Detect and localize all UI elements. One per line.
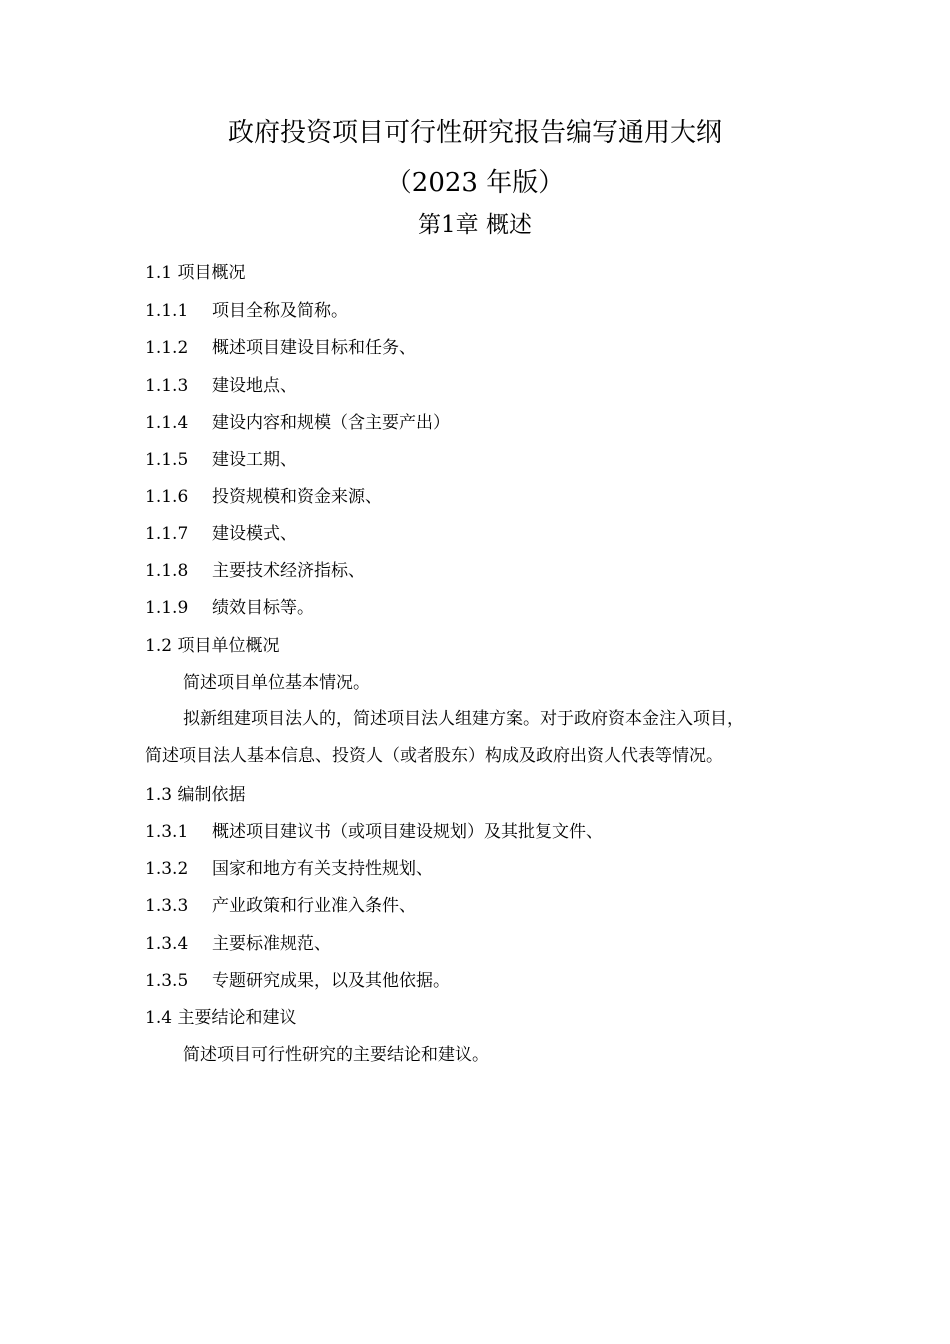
item-number: 1.1.6	[145, 487, 189, 507]
paragraph	[145, 701, 810, 775]
item-number: 1.3.2	[145, 859, 189, 879]
item-number: 1.3.3	[145, 896, 189, 916]
item-text: 专题研究成果，以及其他依据。	[212, 971, 450, 991]
list-item	[145, 859, 815, 879]
item-number: 1.1.5	[145, 450, 189, 470]
paragraph-line: 简述项目法人基本信息、投资人（或者股东）构成及政府出资人代表等情况。	[145, 746, 723, 766]
section-heading-1-2: 1.2 项目单位概况	[145, 636, 280, 656]
item-number: 1.1.9	[145, 598, 189, 618]
list-item	[145, 524, 815, 544]
list-item	[145, 896, 815, 916]
item-number: 1.3.1	[145, 822, 189, 842]
list-item	[145, 413, 815, 433]
item-number: 1.1.4	[145, 413, 189, 433]
item-text: 概述项目建设目标和任务、	[212, 338, 416, 358]
item-text: 主要标准规范、	[212, 934, 331, 954]
item-number: 1.1.1	[145, 301, 189, 321]
item-text: 建设工期、	[212, 450, 297, 470]
item-text: 产业政策和行业准入条件、	[212, 896, 416, 916]
list-item	[145, 934, 815, 954]
item-text: 投资规模和资金来源、	[212, 487, 382, 507]
list-item	[145, 376, 815, 396]
item-number: 1.1.7	[145, 524, 189, 544]
document-edition: （2023 年版）	[385, 168, 565, 198]
list-item	[145, 338, 815, 358]
item-text: 建设内容和规模（含主要产出）	[212, 413, 450, 433]
paragraph: 简述项目可行性研究的主要结论和建议。	[183, 1045, 489, 1065]
list-item	[145, 301, 815, 321]
item-number: 1.3.5	[145, 971, 189, 991]
list-item	[145, 822, 815, 842]
section-heading-1-4: 1.4 主要结论和建议	[145, 1008, 297, 1028]
list-item	[145, 971, 815, 991]
item-text: 国家和地方有关支持性规划、	[212, 859, 433, 879]
section-heading-1-1: 1.1 项目概况	[145, 263, 246, 283]
item-text: 项目全称及简称。	[212, 301, 348, 321]
item-number: 1.1.3	[145, 376, 189, 396]
list-item	[145, 487, 815, 507]
document-title: 政府投资项目可行性研究报告编写通用大纲	[227, 118, 722, 148]
item-text: 绩效目标等。	[212, 598, 314, 618]
item-number: 1.1.2	[145, 338, 189, 358]
paragraph-line: 拟新组建项目法人的，简述项目法人组建方案。对于政府资本金注入项目，	[183, 709, 744, 729]
item-text: 主要技术经济指标、	[212, 561, 365, 581]
list-item	[145, 561, 815, 581]
list-item	[145, 450, 815, 470]
item-text: 概述项目建议书（或项目建设规划）及其批复文件、	[212, 822, 603, 842]
item-text: 建设地点、	[212, 376, 297, 396]
section-heading-1-3: 1.3 编制依据	[145, 785, 246, 805]
item-text: 建设模式、	[212, 524, 297, 544]
chapter-heading: 第1章 概述	[418, 212, 532, 238]
item-number: 1.3.4	[145, 934, 189, 954]
item-number: 1.1.8	[145, 561, 189, 581]
list-item	[145, 598, 815, 618]
paragraph: 简述项目单位基本情况。	[183, 673, 370, 693]
